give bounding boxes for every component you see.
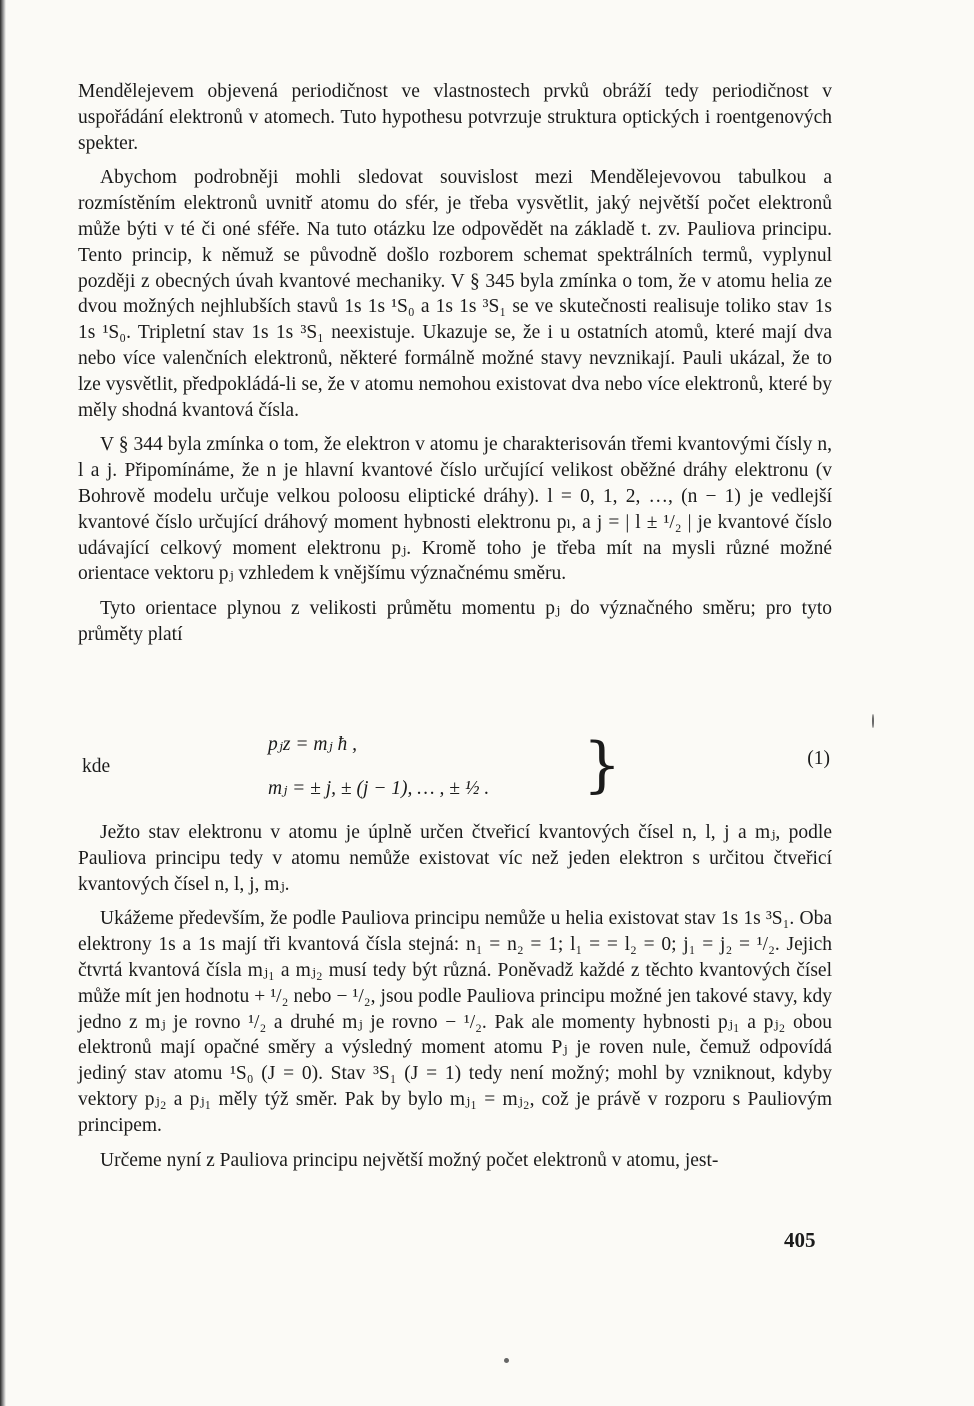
paragraph-2: Abychom podrobněji mohli sledovat souvislost mezi Mendělejevovou tabulkou a rozmístěním elektronů uvnitř atomu do sfér, je třeba vysvětlit, jaký největší počet elektronů může býti v té či oné sféře. Na tuto otázku lze odpovědět na základě t. zv. Pauliova principu. Tento princip, k němuž se původně došlo rozborem schemat spektrálních termů, vyplynul později z obecných úvah kvantové mechaniky. V § 345 byla zmínka o tom, že v atomu helia ze dvou možných nejhlubších stavů 1s 1s ¹S₀ a 1s 1s ³S₁ se ve skutečnosti realisuje toliko stav 1s 1s ¹S₀. Tripletní stav 1s 1s ³S₁ neexistuje. Ukazuje se, že i u ostatních atomů, které mají dva nebo více valenčních elektronů, některé formálně možné stavy nevznikají. Pauli ukázal, že to lze vysvětlit, předpokládá-li se, že v atomu nemohou existovat dva nebo více elektronů, které by měly shodná kvantová čísla. bbox=[78, 167, 832, 421]
paragraph-6: Ukážeme především, že podle Pauliova principu nemůže u helia existovat stav 1s 1s ³S₁. Oba elektrony 1s a 1s mají tři kvantová čísla stejná: n₁ = n₂ = 1; l₁ = = l₂ = 0; j₁ = j₂ = ¹/₂. Jejich čtvrtá kvantová čísla mⱼ₁ a mⱼ₂ musí tedy být různá. Poněvadž každé z těchto kvantových čísel může mít jen hodnotu + ¹/₂ nebo − ¹/₂, jsou podle Pauliova principu možné jen takové stavy, kdy jedno z mⱼ je rovno ¹/₂ a druhé mⱼ je rovno − ¹/₂. Pak ale momenty hybnosti pⱼ₁ a pⱼ₂ obou elektronů mají opačné směry a výsledný moment atomu Pⱼ je roven nule, čemuž odpovídá jediný stav atomu ¹S₀ (J = 0). Stav ³S₁ (J = 1) tedy není možný; mohl by vzniknout, kdyby vektory pⱼ₂ a pⱼ₁ měly týž směr. Pak by bylo mⱼ₁ = mⱼ₂, což je právě v rozporu s Pauliovým principem. bbox=[78, 908, 832, 1136]
paragraph-3: V § 344 byla zmínka o tom, že elektron v atomu je charakterisován třemi kvantovými čísly n, l a j. Připomínáme, že n je hlavní kvantové číslo určující velikost oběžné dráhy elektronu (v Bohrově modelu určuje velkou poloosu eliptické dráhy). l = 0, 1, 2, …, (n − 1) je vedlejší kvantové číslo určující dráhový moment hybnosti elektronu pₗ, a j = | l ± ¹/₂ | je kvantové číslo udávající celkový moment elektronu pⱼ. Kromě toho je třeba mít na mysli různé možné orientace vektoru pⱼ vzhledem k vnějšímu význačnému směru. bbox=[78, 434, 832, 585]
text-lower bbox=[78, 820, 832, 1182]
equation-line-2: mⱼ = ± j, ± (j − 1), … , ± ½ . bbox=[268, 778, 490, 799]
paragraph-4: Tyto orientace plynou z velikosti průmětu momentu pⱼ do význačného směru; pro tyto průměty platí bbox=[78, 598, 832, 645]
paragraph-5: Ježto stav elektronu v atomu je úplně určen čtveřicí kvantových čísel n, l, j a mⱼ, podle Pauliova principu tedy v atomu nemůže existovat víc než jeden elektron s určitou čtveřicí kvantových čísel n, l, j, mⱼ. bbox=[78, 822, 832, 895]
equation-number: (1) bbox=[807, 748, 830, 769]
equation-brace: } bbox=[583, 730, 622, 800]
equation-kde: kde bbox=[82, 756, 111, 777]
page-number: 405 bbox=[784, 1228, 816, 1252]
scan-speck bbox=[504, 1358, 509, 1363]
paragraph-1: Mendělejevem objevená periodičnost ve vlastnostech prvků obráží tedy periodičnost v uspořádání elektronů v atomech. Tuto hypothesu potvrzuje struktura optických i roentgenových spekter. bbox=[78, 81, 832, 154]
paragraph-7: Určeme nyní z Pauliova principu největší možný počet elektronů v atomu, jest- bbox=[100, 1149, 719, 1171]
scan-speck bbox=[872, 714, 874, 728]
equation-line-1: pⱼz = mⱼ ħ , bbox=[268, 734, 358, 755]
scan-edge bbox=[0, 0, 6, 1406]
equation-block bbox=[78, 728, 832, 808]
text-upper bbox=[78, 79, 832, 657]
